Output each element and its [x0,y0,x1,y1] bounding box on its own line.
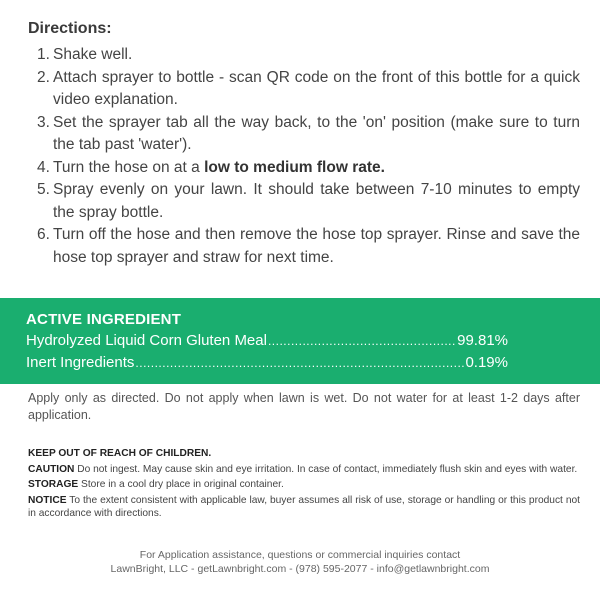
direction-step [28,44,580,67]
step-number: 3. [37,113,50,131]
application-note: Apply only as directed. Do not apply when lawn is wet. Do not water for at least 1-2 days after application. [28,391,580,422]
ingredient-value: 0.19% [465,354,508,371]
step-text: Set the sprayer tab all the way back, to the 'on' position (make sure to turn the tab past 'water'). [53,113,580,153]
step-number: 2. [37,68,50,86]
direction-step [28,224,580,269]
caution-label: CAUTION [28,463,75,475]
directions-list [28,44,580,269]
directions-section [28,18,580,269]
step-number: 5. [37,181,50,198]
step-text: Turn the hose on at a [53,158,205,176]
notice-text: To the extent consistent with applicable law, buyer assumes all risk of use, storage or handling or this product not in accordance with directions. [28,494,580,520]
step-text: Shake well. [53,46,133,63]
direction-step [28,67,580,112]
dot-leader [268,330,456,352]
ingredient-name: Hydrolyzed Liquid Corn Gluten Meal [26,332,267,349]
step-text: Spray evenly on your lawn. It should take between 7-10 minutes to empty the spray bottle. [53,181,580,221]
direction-step [28,179,580,224]
step-text-emphasis: low to medium flow rate. [204,158,385,176]
ingredient-name: Inert Ingredients [26,354,135,371]
storage-label: STORAGE [28,479,79,491]
ingredient-row [26,330,508,352]
step-text: Turn off the hose and then remove the hose top sprayer. Rinse and save the hose top sprayer and straw for next time. [53,226,580,266]
step-number: 1. [37,46,50,63]
step-text: Attach sprayer to bottle - scan QR code on the front of this bottle for a quick video explanation. [53,68,580,108]
keep-out-warning: KEEP OUT OF REACH OF CHILDREN. [28,448,212,459]
step-number: 6. [37,226,50,243]
ingredient-row [26,352,508,374]
ingredient-value: 99.81% [457,332,508,349]
notice-label: NOTICE [28,494,67,506]
direction-step [28,112,580,157]
contact-footer [0,548,600,576]
active-ingredient-title: ACTIVE INGREDIENT [26,311,182,328]
direction-step [28,157,580,180]
caution-statement [28,463,580,477]
footer-line: For Application assistance, questions or commercial inquiries contact [139,549,461,561]
caution-text: Do not ingest. May cause skin and eye irritation. In case of contact, immediately flush skin and eyes with water. [74,463,578,475]
warnings-section [28,447,580,523]
storage-statement [28,478,580,492]
storage-text: Store in a cool dry place in original container. [78,479,284,491]
notice-statement [28,494,580,521]
footer-contact-line: LawnBright, LLC - getLawnbright.com - (978) 595-2077 - info@getlawnbright.com [110,563,490,575]
active-ingredient-band [0,298,600,384]
dot-leader [135,352,464,374]
active-ingredient-panel [26,310,508,374]
directions-title: Directions: [28,20,112,37]
step-number: 4. [37,158,50,176]
